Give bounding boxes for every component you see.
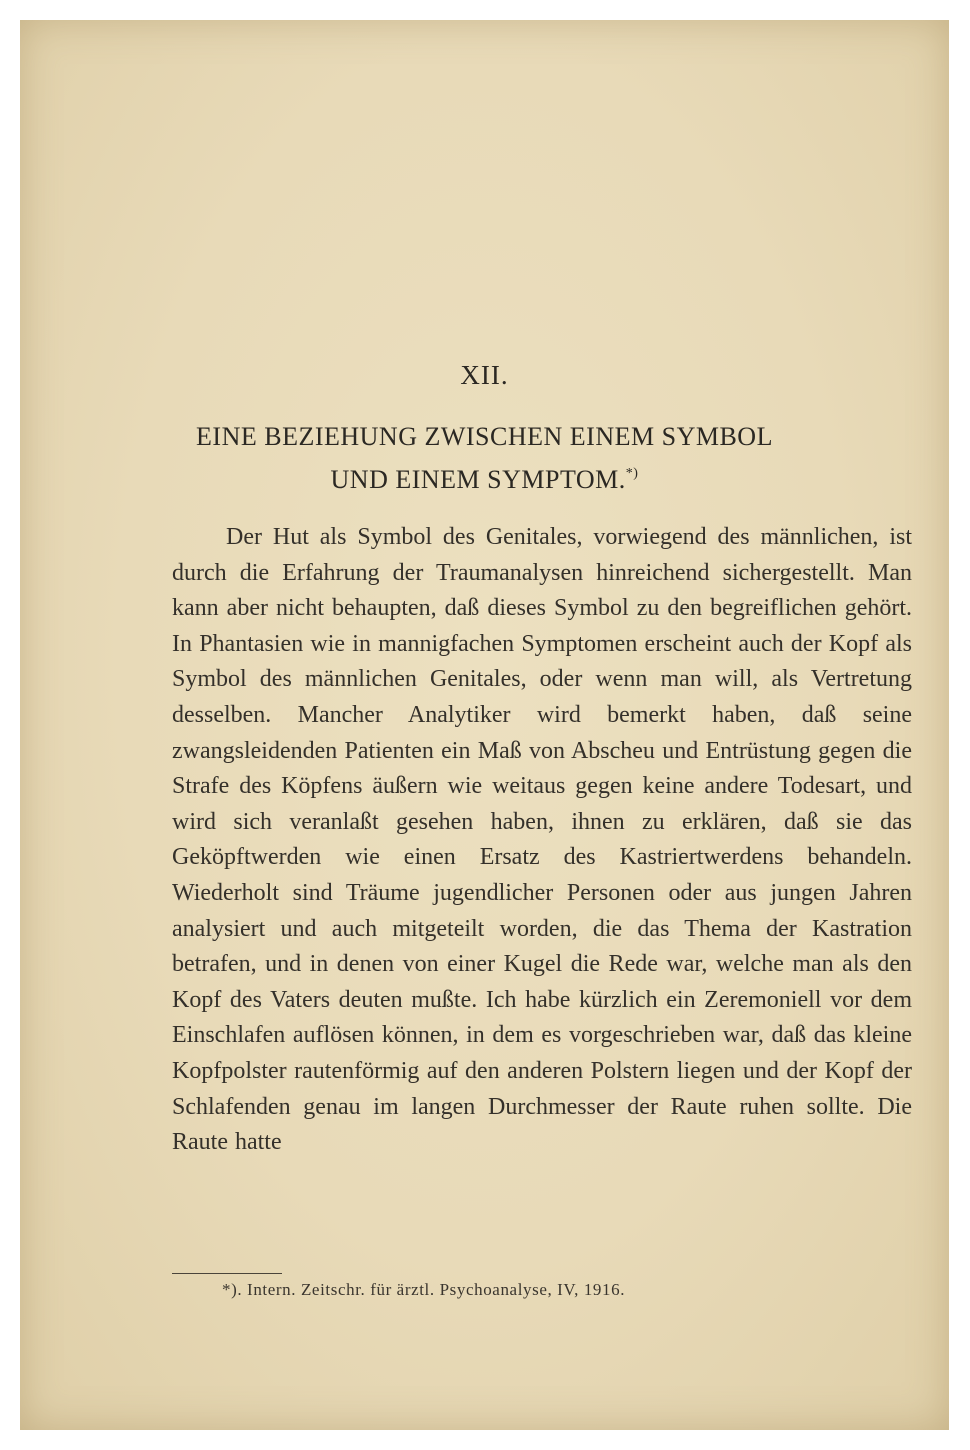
chapter-title-line-2-text: UND EINEM SYMPTOM. [330, 465, 626, 494]
chapter-number: XII. [460, 360, 509, 390]
chapter-title-line-2 [20, 455, 949, 498]
title-footnote-marker: *) [625, 466, 639, 481]
chapter-title-line-1: EINE BEZIEHUNG ZWISCHEN EINEM SYMBOL [196, 422, 773, 451]
footnote: *). Intern. Zeitschr. für ärztl. Psychoanalyse, IV, 1916. [222, 1280, 626, 1299]
book-page [20, 20, 949, 1430]
body-paragraph: Der Hut als Symbol des Genitales, vorwiegend des männlichen, ist durch die Erfahrung der Traumanalysen hinreichend sichergestellt. Man kann aber nicht behaupten, daß dieses Symbol zu den begreiflichen gehört. In Phantasien wie in mannigfachen Symptomen erscheint auch der Kopf als Symbol des männlichen Genitales, oder wenn man will, als Vertretung desselben. Mancher Analytiker wird bemerkt haben, daß seine zwangsleidenden Patienten ein Maß von Abscheu und Entrüstung gegen die Strafe des Köpfens äußern wie weitaus gegen keine andere Todesart, und wird sich veranlaßt gesehen haben, ihnen zu erklären, daß sie das Geköpftwerden wie einen Ersatz des Kastriertwerdens behandeln. Wiederholt sind Träume jugendlicher Personen oder aus jungen Jahren analysiert und auch mitgeteilt worden, die das Thema der Kastration betrafen, und in denen von einer Kugel die Rede war, welche man als den Kopf des Vaters deuten mußte. Ich habe kürzlich ein Zeremoniell vor dem Einschlafen auflösen können, in dem es vorgeschrieben war, daß das kleine Kopfpolster rautenförmig auf den anderen Polstern liegen und der Kopf der Schlafenden genau im langen Durchmesser der Raute ruhen sollte. Die Raute hatte [172, 524, 912, 1156]
chapter-title [20, 418, 949, 498]
footnote-divider [172, 1273, 282, 1274]
